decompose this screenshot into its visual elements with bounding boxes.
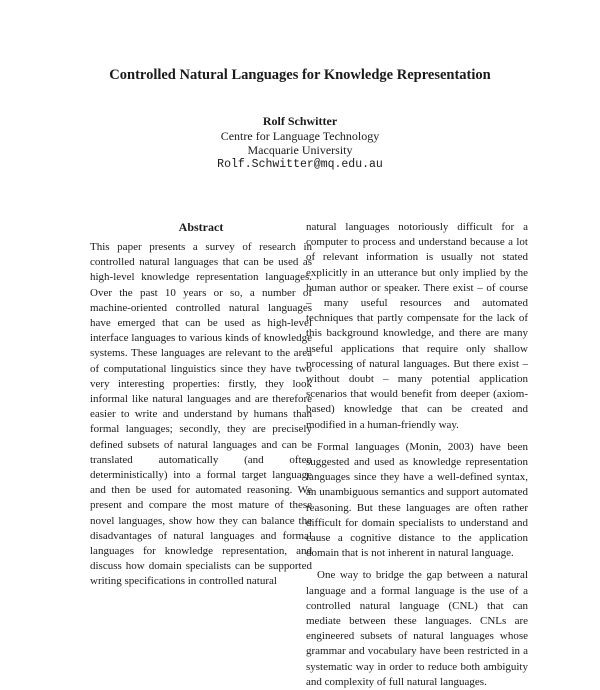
left-column [90,220,312,590]
abstract-text: This paper presents a survey of research in controlled natural languages that can be used as high-level knowledge representation languages. Over the past 10 years or so, a number of machine-oriented controlled natural languages have emerged that can be used as high-level interface languages to various kinds of knowledge systems. These languages are relevant to the area of computational linguistics since they have two very interesting properties: firstly, they look informal like natural languages and are therefore easier to write and understand by humans than formal languages; secondly, they are precisely defined subsets of natural languages and can be translated automatically (and often deterministically) into a formal target language and then be used for automated reasoning. We present and compare the most mature of these novel languages, show how they can balance the disadvantages of natural languages and formal languages for knowledge representation, and discuss how domain specialists can be supported writing specifications in controlled natural [90,241,312,588]
body-paragraph-1: natural languages notoriously difficult for a computer to process and understand because a lot of relevant information is usually not stated explicitly in an utterance but only implied by the human author or speaker. There exist – of course – many useful resources and automated techniques that partly compensate for the lack of this background knowledge, and there are many useful applications that require only shallow processing of natural languages. But there exist – without doubt – many potential application scenarios that would benefit from deeper (axiom-based) knowledge that can be created and modified in a human-friendly way. [306,221,528,431]
author-affiliation-line1: Centre for Language Technology [220,128,380,143]
body-paragraph-3: One way to bridge the gap between a natural language and a formal language is the use of a controlled natural language (CNL) that can mediate between these languages. CNLs are engineered subsets of natural languages whose grammar and vocabulary have been restricted in a systematic way in order to reduce both ambiguity and complexity of full natural languages. [306,569,528,688]
author-affiliation-line2: Macquarie University [247,143,353,157]
author-email: Rolf.Schwitter@mq.edu.au [217,157,383,171]
paper-title: Controlled Natural Languages for Knowledge Representation [109,67,491,83]
right-column [306,220,528,690]
author-block [0,114,600,172]
body-paragraph-2: Formal languages (Monin, 2003) have been suggested and used as knowledge representation languages since they have a well-defined syntax, an unambiguous semantics and support automated reasoning. But these languages are often rather difficult for domain specialists to understand and cause a cognitive distance to the application domain that is not inherent in natural language. [306,440,528,560]
abstract-heading: Abstract [178,220,224,234]
author-name: Rolf Schwitter [262,114,338,128]
